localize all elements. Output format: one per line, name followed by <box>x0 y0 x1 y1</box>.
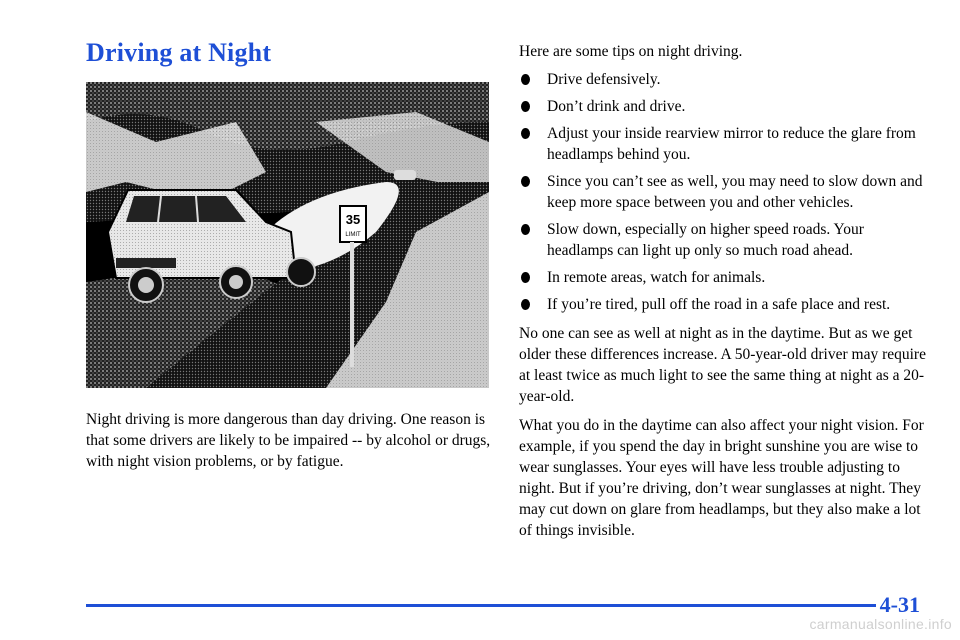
list-item <box>519 96 927 117</box>
paragraph-daytime: What you do in the daytime can also affect your night vision. For example, if you spend the day in bright sunshine you are wise to wear sunglasses. Your eyes will have less trouble adjusting to night. But if you’re driving, don’t wear sunglasses at night. They may cut down on glare from headlamps, but they also make a lot of things invisible. <box>519 417 924 539</box>
tip-text: Slow down, especially on higher speed roads. Your headlamps can light up only so much road ahead. <box>547 221 864 259</box>
sign-speed: 35 <box>345 212 361 227</box>
illustration-svg <box>86 82 489 388</box>
tip-text: In remote areas, watch for animals. <box>547 269 766 286</box>
tips-intro: Here are some tips on night driving. <box>519 43 743 60</box>
list-item <box>519 69 927 90</box>
page-title: Driving at Night <box>86 38 272 67</box>
paragraph-aging: No one can see as well at night as in the daytime. But as we get older these differences increase. A 50-year-old driver may require at least twice as much light to see the same thing at night as a 20-year-old. <box>519 325 926 405</box>
list-item <box>519 219 927 261</box>
bullet-icon <box>521 224 530 235</box>
tips-list <box>519 69 927 315</box>
bullet-icon <box>521 176 530 187</box>
tip-text: Adjust your inside rearview mirror to reduce the glare from headlamps behind you. <box>547 125 916 163</box>
bullet-icon <box>521 272 530 283</box>
watermark: carmanualsonline.info <box>809 616 952 632</box>
tip-text: Don’t drink and drive. <box>547 98 686 115</box>
list-item <box>519 294 927 315</box>
sign-text: LIMIT <box>345 232 361 238</box>
page-number: 4-31 <box>879 592 920 617</box>
tip-text: Drive defensively. <box>547 71 661 88</box>
tip-text: Since you can’t see as well, you may need to slow down and keep more space between you and other vehicles. <box>547 173 923 211</box>
footer-rule <box>86 604 876 607</box>
tips-column <box>519 41 927 549</box>
bullet-icon <box>521 74 530 85</box>
tip-text: If you’re tired, pull off the road in a safe place and rest. <box>547 296 891 313</box>
list-item <box>519 123 927 165</box>
distant-car <box>394 170 416 180</box>
bullet-icon <box>521 299 530 310</box>
bullet-icon <box>521 101 530 112</box>
intro-paragraph: Night driving is more dangerous than day driving. One reason is that some drivers are likely to be impaired -- by alcohol or drugs, with night vision problems, or by fatigue. <box>86 411 491 470</box>
list-item <box>519 171 927 213</box>
night-driving-illustration <box>86 82 489 388</box>
list-item <box>519 267 927 288</box>
bullet-icon <box>521 128 530 139</box>
